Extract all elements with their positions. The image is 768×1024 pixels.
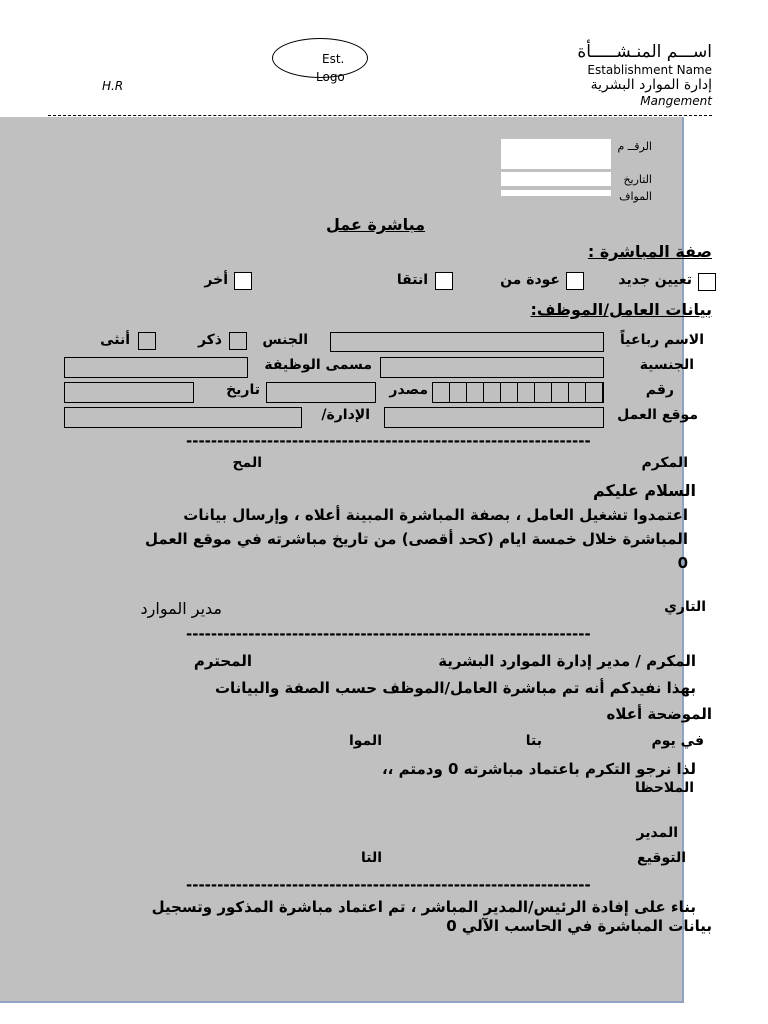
logo-text-logo: Logo (316, 70, 345, 84)
issue-source-label: مصدر (389, 382, 428, 398)
letter2-recipient: المكرم / مدير إدارة الموارد البشرية (438, 652, 696, 670)
issue-date-field[interactable] (64, 382, 194, 403)
hr-manager-label: مدير الموارد (140, 599, 222, 618)
issue-source-field[interactable] (266, 382, 376, 403)
form-panel (0, 117, 684, 1003)
id-number-label: رقم (645, 382, 674, 398)
footer-line1: بناء على إفادة الرئيس/المدير المباشر ، تم اعتماد مباشرة المذكور وتسجيل (151, 898, 696, 916)
hr-management-ar: إدارة الموارد البشرية (590, 77, 712, 93)
full-name-label: الاسم رباعياً (620, 332, 704, 348)
transfer-checkbox[interactable] (435, 272, 453, 290)
female-checkbox[interactable] (138, 332, 156, 350)
reference-date-label: التاريخ (623, 173, 652, 186)
reference-corresponding-field[interactable] (501, 190, 611, 196)
return-from-checkbox[interactable] (566, 272, 584, 290)
honored-label: المكرم (641, 455, 688, 471)
nationality-label: الجنسية (639, 357, 694, 373)
signature-label: التوقيع (637, 850, 686, 866)
male-checkbox[interactable] (229, 332, 247, 350)
department-label: الإدارة/ (321, 407, 370, 423)
letter1-line2: المباشرة خلال خمسة ايام (كحد أقصى) من تاريخ مباشرته في موقع العمل (144, 530, 688, 548)
new-appointment-checkbox[interactable] (698, 273, 716, 291)
reference-date-field[interactable] (501, 172, 611, 186)
work-location-field[interactable] (384, 407, 604, 428)
form-title: مباشرة عمل (326, 215, 426, 234)
issue-date-label: تاريخ (226, 382, 260, 398)
logo-text-est: Est. (322, 52, 345, 66)
manager-label: المدير (636, 825, 678, 841)
approval-request: لذا نرجو التكرم باعتماد مباشرته 0 ودمتم ،، (381, 760, 696, 778)
establishment-name-en: Establishment Name (587, 63, 712, 77)
section-separator: ----------------------------------------------------------------- (186, 876, 591, 894)
on-day-label: في يوم (651, 733, 704, 749)
footer-line2: بيانات المباشرة في الحاسب الآلي 0 (446, 917, 712, 935)
letter2-date-label: بتا (525, 733, 542, 749)
gender-label: الجنس (262, 332, 308, 348)
letter1-line3: 0 (677, 554, 688, 572)
nationality-field[interactable] (380, 357, 604, 378)
respected-label: المح (232, 455, 262, 471)
new-appointment-label: تعيين جديد (618, 272, 692, 288)
reference-corresponding-label: المواف (619, 190, 652, 203)
letter2-respected: المحترم (193, 652, 252, 670)
commencement-type-heading: صفة المباشرة : (587, 242, 712, 261)
section-separator: ----------------------------------------------------------------- (186, 432, 591, 450)
header-divider (48, 115, 712, 116)
reference-number-field[interactable] (501, 139, 611, 169)
return-from-label: عودة من (500, 272, 560, 288)
hr-management-en: Mangement (640, 94, 712, 108)
work-location-label: موقع العمل (617, 407, 698, 423)
greeting: السلام عليكم (592, 481, 696, 500)
letter2-line1: بهذا نفيدكم أنه تم مباشرة العامل/الموظف حسب الصفة والبيانات (214, 679, 696, 697)
hr-abbreviation: H.R (102, 79, 124, 93)
job-title-field[interactable] (64, 357, 248, 378)
transfer-label: انتقا (396, 272, 428, 288)
letter2-line2: الموضحة أعلاه (606, 705, 712, 723)
id-number-field[interactable] (432, 382, 604, 403)
establishment-name-ar: اســـم المنـشـــــأة (577, 42, 712, 62)
letter1-date-label: التاري (664, 599, 706, 615)
full-name-field[interactable] (330, 332, 604, 352)
male-label: ذكر (197, 332, 222, 348)
letter1-line1: اعتمدوا تشغيل العامل ، بصفة المباشرة المبينة أعلاه ، وإرسال بيانات (183, 506, 688, 524)
department-field[interactable] (64, 407, 302, 428)
letter2-corresponding-label: الموا (348, 733, 382, 749)
reference-number-label: الرقــ م (617, 140, 652, 153)
other-label: أخر (204, 272, 228, 288)
female-label: أنثى (100, 332, 130, 348)
other-checkbox[interactable] (234, 272, 252, 290)
section-separator: ----------------------------------------------------------------- (186, 625, 591, 643)
job-title-label: مسمى الوظيفة (264, 357, 372, 373)
letter2-date-field-label: التا (360, 850, 382, 866)
notes-label: الملاحظا (634, 780, 694, 796)
employee-data-heading: بيانات العامل/الموظف: (530, 300, 712, 319)
